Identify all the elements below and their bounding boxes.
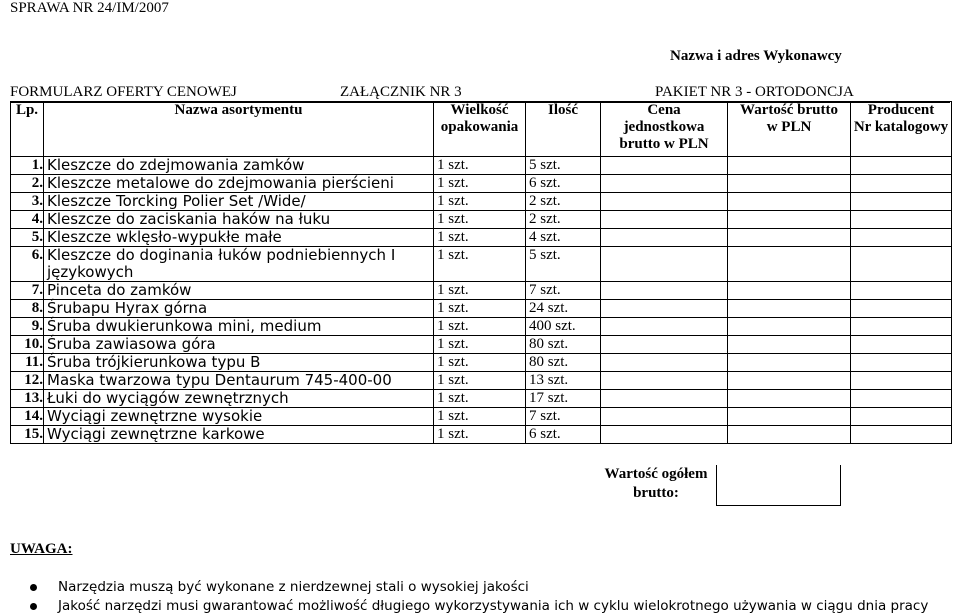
item-package-size: 1 szt.	[434, 336, 526, 354]
unit-price-cell[interactable]	[601, 300, 728, 318]
item-name: Kleszcze do zdejmowania zamków	[44, 157, 434, 175]
item-name: Śruba dwukierunkowa mini, medium	[44, 318, 434, 336]
producer-cell[interactable]	[851, 408, 952, 426]
row-number: 13.	[11, 390, 44, 408]
item-package-size: 1 szt.	[434, 211, 526, 229]
item-quantity: 13 szt.	[526, 372, 601, 390]
item-name: Pinceta do zamków	[44, 282, 434, 300]
item-package-size: 1 szt.	[434, 354, 526, 372]
item-package-size: 1 szt.	[434, 318, 526, 336]
item-name: Kleszcze metalowe do zdejmowania pierścieni	[44, 175, 434, 193]
row-number: 3.	[11, 193, 44, 211]
unit-price-cell[interactable]	[601, 229, 728, 247]
item-quantity: 7 szt.	[526, 282, 601, 300]
table-row	[11, 211, 952, 229]
gross-value-cell[interactable]	[728, 193, 851, 211]
gross-value-cell[interactable]	[728, 157, 851, 175]
table-row	[11, 426, 952, 444]
col-lp: Lp.	[11, 102, 44, 157]
unit-price-cell[interactable]	[601, 390, 728, 408]
unit-price-cell[interactable]	[601, 318, 728, 336]
item-name: Kleszcze Torcking Polier Set /Wide/	[44, 193, 434, 211]
gross-value-cell[interactable]	[728, 300, 851, 318]
notes-list	[30, 578, 928, 616]
item-quantity: 80 szt.	[526, 354, 601, 372]
table-row	[11, 157, 952, 175]
table-row	[11, 390, 952, 408]
item-name: Maska twarzowa typu Dentaurum 745-400-00	[44, 372, 434, 390]
package-label: PAKIET NR 3 - ORTODONCJA	[655, 84, 854, 100]
gross-value-cell[interactable]	[728, 247, 851, 282]
col-producer: Producent Nr katalogowy	[851, 102, 952, 157]
row-number: 15.	[11, 426, 44, 444]
item-quantity: 80 szt.	[526, 336, 601, 354]
unit-price-cell[interactable]	[601, 336, 728, 354]
gross-value-cell[interactable]	[728, 390, 851, 408]
table-row	[11, 282, 952, 300]
item-name: Śrubapu Hyrax górna	[44, 300, 434, 318]
table-row	[11, 354, 952, 372]
item-package-size: 1 szt.	[434, 282, 526, 300]
item-package-size: 1 szt.	[434, 247, 526, 282]
table-row	[11, 408, 952, 426]
bullet-icon	[30, 603, 37, 610]
item-package-size: 1 szt.	[434, 408, 526, 426]
row-number: 6.	[11, 247, 44, 282]
gross-value-cell[interactable]	[728, 175, 851, 193]
item-quantity: 6 szt.	[526, 426, 601, 444]
form-title: FORMULARZ OFERTY CENOWEJ	[10, 84, 237, 100]
annex-label: ZAŁĄCZNIK NR 3	[340, 84, 462, 100]
producer-cell[interactable]	[851, 247, 952, 282]
list-item: Jakość narzędzi musi gwarantować możliwość długiego wykorzystywania ich w cyklu wielokrotnego używania w ciągu dnia pracy	[30, 597, 928, 616]
producer-cell[interactable]	[851, 229, 952, 247]
item-quantity: 2 szt.	[526, 193, 601, 211]
item-package-size: 1 szt.	[434, 157, 526, 175]
item-quantity: 7 szt.	[526, 408, 601, 426]
gross-value-cell[interactable]	[728, 426, 851, 444]
item-name: Wyciągi zewnętrzne karkowe	[44, 426, 434, 444]
table-row	[11, 175, 952, 193]
table-row	[11, 336, 952, 354]
item-name: Kleszcze do zaciskania haków na łuku	[44, 211, 434, 229]
col-value: Wartość brutto w PLN	[728, 102, 851, 157]
bullet-icon	[30, 584, 37, 591]
item-name: Śruba trójkierunkowa typu B	[44, 354, 434, 372]
table-row	[11, 300, 952, 318]
item-package-size: 1 szt.	[434, 193, 526, 211]
case-number: SPRAWA NR 24/IM/2007	[10, 0, 169, 16]
item-quantity: 5 szt.	[526, 247, 601, 282]
item-package-size: 1 szt.	[434, 229, 526, 247]
producer-cell[interactable]	[851, 318, 952, 336]
unit-price-cell[interactable]	[601, 408, 728, 426]
producer-cell[interactable]	[851, 336, 952, 354]
col-price: Cena jednostkowa brutto w PLN	[601, 102, 728, 157]
row-number: 2.	[11, 175, 44, 193]
gross-value-cell[interactable]	[728, 229, 851, 247]
table-row	[11, 372, 952, 390]
item-package-size: 1 szt.	[434, 426, 526, 444]
total-value-cell[interactable]	[716, 465, 841, 506]
row-number: 8.	[11, 300, 44, 318]
unit-price-cell[interactable]	[601, 354, 728, 372]
unit-price-cell[interactable]	[601, 157, 728, 175]
item-name: Łuki do wyciągów zewnętrznych	[44, 390, 434, 408]
table-row	[11, 229, 952, 247]
row-number: 9.	[11, 318, 44, 336]
unit-price-cell[interactable]	[601, 247, 728, 282]
gross-value-cell[interactable]	[728, 211, 851, 229]
row-number: 7.	[11, 282, 44, 300]
unit-price-cell[interactable]	[601, 282, 728, 300]
item-name: Kleszcze wklęsło-wypukłe małe	[44, 229, 434, 247]
item-package-size: 1 szt.	[434, 390, 526, 408]
item-quantity: 2 szt.	[526, 211, 601, 229]
producer-cell[interactable]	[851, 282, 952, 300]
gross-value-cell[interactable]	[728, 354, 851, 372]
item-quantity: 6 szt.	[526, 175, 601, 193]
row-number: 11.	[11, 354, 44, 372]
item-name: Wyciągi zewnętrzne wysokie	[44, 408, 434, 426]
unit-price-cell[interactable]	[601, 193, 728, 211]
producer-cell[interactable]	[851, 193, 952, 211]
producer-cell[interactable]	[851, 354, 952, 372]
item-quantity: 400 szt.	[526, 318, 601, 336]
producer-cell[interactable]	[851, 175, 952, 193]
producer-cell[interactable]	[851, 390, 952, 408]
item-package-size: 1 szt.	[434, 300, 526, 318]
producer-cell[interactable]	[851, 157, 952, 175]
gross-value-cell[interactable]	[728, 372, 851, 390]
item-quantity: 4 szt.	[526, 229, 601, 247]
gross-value-cell[interactable]	[728, 318, 851, 336]
table-row	[11, 318, 952, 336]
contractor-label: Nazwa i adres Wykonawcy	[670, 48, 842, 64]
item-quantity: 5 szt.	[526, 157, 601, 175]
row-number: 10.	[11, 336, 44, 354]
row-number: 4.	[11, 211, 44, 229]
gross-value-cell[interactable]	[728, 408, 851, 426]
producer-cell[interactable]	[851, 426, 952, 444]
row-number: 5.	[11, 229, 44, 247]
gross-value-cell[interactable]	[728, 336, 851, 354]
col-size: Wielkość opakowania	[434, 102, 526, 157]
unit-price-cell[interactable]	[601, 372, 728, 390]
unit-price-cell[interactable]	[601, 426, 728, 444]
unit-price-cell[interactable]	[601, 211, 728, 229]
item-package-size: 1 szt.	[434, 372, 526, 390]
col-qty: Ilość	[526, 102, 601, 157]
producer-cell[interactable]	[851, 211, 952, 229]
total-label: Wartość ogółem brutto:	[604, 466, 708, 501]
price-table	[10, 101, 952, 444]
col-name: Nazwa asortymentu	[44, 102, 434, 157]
item-quantity: 24 szt.	[526, 300, 601, 318]
notes-title: UWAGA:	[10, 541, 73, 557]
row-number: 1.	[11, 157, 44, 175]
list-item: Narzędzia muszą być wykonane z nierdzewnej stali o wysokiej jakości	[30, 578, 928, 597]
item-name: Śruba zawiasowa góra	[44, 336, 434, 354]
table-row	[11, 193, 952, 211]
row-number: 14.	[11, 408, 44, 426]
item-quantity: 17 szt.	[526, 390, 601, 408]
item-package-size: 1 szt.	[434, 175, 526, 193]
producer-cell[interactable]	[851, 300, 952, 318]
gross-value-cell[interactable]	[728, 282, 851, 300]
table-row	[11, 247, 952, 282]
row-number: 12.	[11, 372, 44, 390]
item-name: Kleszcze do doginania łuków podniebiennych I językowych	[44, 247, 434, 282]
producer-cell[interactable]	[851, 372, 952, 390]
unit-price-cell[interactable]	[601, 175, 728, 193]
table-header-row	[11, 102, 952, 157]
